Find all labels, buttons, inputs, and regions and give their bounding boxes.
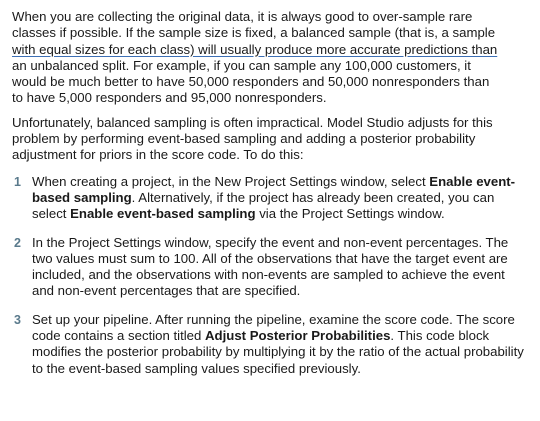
step-text: In the Project Settings window, specify the event and non-event percentages. The two values must sum to 100. All of the observations that have the target event are included, and the observations with non-events are sampled to achieve the event and non-event percentages that are specified. — [32, 234, 509, 299]
paragraph-line: to have 5,000 responders and 95,000 nonresponders. — [12, 90, 327, 106]
paragraph-oversampling — [12, 9, 528, 107]
step-text: . This code block modifies the posterior probability by multiplying it by the ratio of the actual probability to the event-based sampling values specified previously. — [32, 328, 524, 376]
paragraph-line: classes if possible. If the sample size is fixed, a balanced sample (that is, a sample — [12, 25, 496, 41]
step-number: 1 — [14, 174, 21, 189]
step-item-1 — [12, 174, 528, 223]
paragraph-line: would be much better to have 50,000 responders and 50,000 nonresponders than — [12, 74, 490, 90]
ui-label-adjust-posterior-probabilities: Adjust Posterior Probabilities — [205, 328, 391, 344]
step-text: When creating a project, in the New Project Settings window, select — [32, 173, 430, 189]
step-text: Set up your pipeline. After running the pipeline, examine the score code. The score code contains a section titled — [32, 311, 515, 344]
ui-label-enable-event-based-sampling: Enable event-based sampling — [70, 206, 256, 222]
ui-label-enable-event-based-sampling: Enable event-based sampling — [32, 173, 516, 205]
paragraph-line: an unbalanced split. For example, if you can sample any 100,000 customers, it — [12, 57, 471, 73]
paragraph-line: adjustment for priors in the score code. To do this: — [12, 147, 304, 163]
step-item-3 — [12, 312, 528, 377]
step-number: 3 — [14, 312, 21, 327]
step-item-2 — [12, 235, 528, 300]
step-number: 2 — [14, 235, 21, 250]
paragraph-line-underlined: with equal sizes for each class) will usually produce more accurate predictions than — [12, 41, 498, 57]
paragraph-balanced-sampling — [12, 115, 528, 164]
step-text: via the Project Settings window. — [255, 206, 445, 222]
paragraph-line: problem by performing event-based sampling and adding a posterior probability — [12, 131, 476, 147]
paragraph-line: Unfortunately, balanced sampling is often impractical. Model Studio adjusts for this — [12, 114, 493, 130]
step-text: . Alternatively, if the project has already been created, you can select — [32, 189, 495, 222]
paragraph-line: When you are collecting the original data, it is always good to over-sample rare — [12, 9, 473, 24]
document-body — [12, 9, 528, 389]
steps-list — [12, 174, 528, 377]
